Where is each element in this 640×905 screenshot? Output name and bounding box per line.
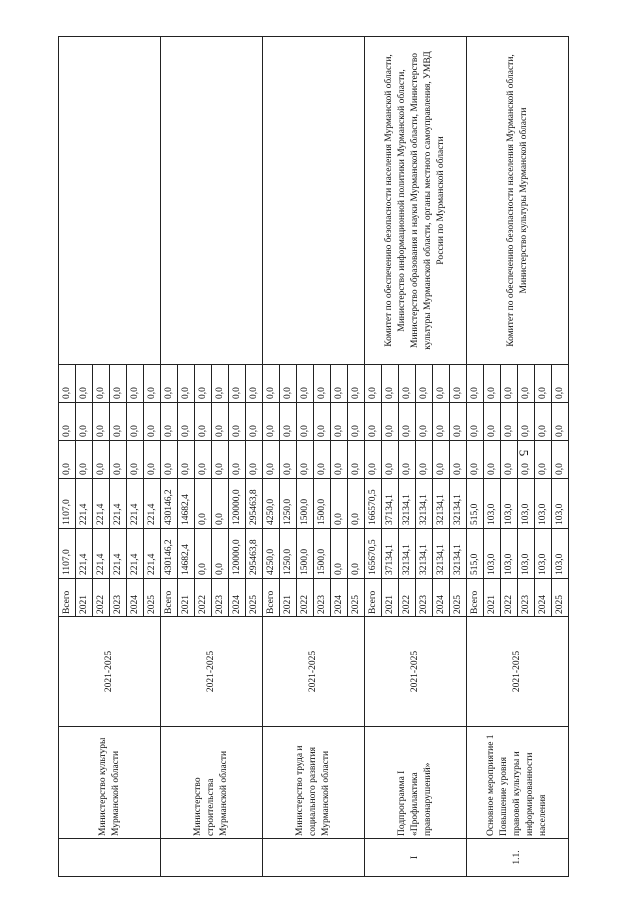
year-cell: Всего [59,579,76,617]
page-number: 5 [516,449,532,457]
year-cell: 2021 [382,579,399,617]
value-cell: 430146,2 [161,479,178,529]
value-cell: 0,0 [501,403,518,441]
year-cell: 2021 [76,579,93,617]
value-cell: 0,0 [144,365,161,403]
value-cell: 0,0 [535,441,552,479]
value-cell: 0,0 [59,365,76,403]
value-cell: 0,0 [212,365,229,403]
responsible-executors: Комитет по обеспечению безопасности населения Мурманской области, Министерство культуры Мурманской области [467,37,569,365]
value-cell: 0,0 [229,365,246,403]
year-cell: 2022 [297,579,314,617]
value-cell: 0,0 [535,365,552,403]
period: 2021-2025 [467,617,569,727]
year-cell: 2021 [280,579,297,617]
year-cell: 2025 [450,579,467,617]
value-cell: 0,0 [467,441,484,479]
value-cell: 0,0 [195,403,212,441]
year-cell: 2022 [195,579,212,617]
value-cell: 0,0 [280,441,297,479]
value-cell: 0,0 [348,479,365,529]
program-name: Подпрограмма I «Профилактика правонарушений» [365,727,467,839]
year-cell: 2022 [93,579,110,617]
value-cell: 103,0 [535,479,552,529]
year-cell: 2021 [484,579,501,617]
table-row [161,37,178,877]
year-cell: 2023 [416,579,433,617]
value-cell: 103,0 [518,529,535,579]
value-cell: 1500,0 [314,479,331,529]
value-cell: 221,4 [110,529,127,579]
value-cell: 0,0 [348,441,365,479]
value-cell: 0,0 [76,403,93,441]
year-cell: 2025 [348,579,365,617]
value-cell: 1500,0 [297,529,314,579]
value-cell: 0,0 [144,403,161,441]
value-cell: 14682,4 [178,479,195,529]
value-cell: 0,0 [348,529,365,579]
value-cell: 32134,1 [433,479,450,529]
year-cell: Всего [467,579,484,617]
value-cell: 0,0 [552,365,569,403]
value-cell: 0,0 [348,403,365,441]
value-cell: 0,0 [229,441,246,479]
value-cell: 1500,0 [297,479,314,529]
value-cell: 1500,0 [314,529,331,579]
value-cell: 0,0 [416,441,433,479]
year-cell: 2024 [331,579,348,617]
value-cell: 295463,8 [246,529,263,579]
value-cell: 0,0 [314,365,331,403]
value-cell: 221,4 [93,479,110,529]
document-page-rotated [58,37,586,877]
value-cell: 0,0 [280,403,297,441]
value-cell: 221,4 [110,479,127,529]
year-cell: Всего [365,579,382,617]
value-cell: 0,0 [535,403,552,441]
value-cell: 221,4 [76,529,93,579]
value-cell: 32134,1 [450,529,467,579]
value-cell: 0,0 [93,441,110,479]
value-cell: 0,0 [76,441,93,479]
value-cell: 0,0 [229,403,246,441]
program-name: Основное мероприятие 1 Повышение уровня правовой культуры и информированности населения [467,727,569,839]
year-cell: Всего [161,579,178,617]
value-cell: 0,0 [314,441,331,479]
value-cell: 0,0 [399,403,416,441]
value-cell: 0,0 [518,403,535,441]
value-cell: 0,0 [110,403,127,441]
value-cell: 103,0 [518,479,535,529]
year-cell: 2023 [110,579,127,617]
value-cell: 0,0 [399,365,416,403]
period: 2021-2025 [365,617,467,727]
value-cell: 0,0 [127,365,144,403]
value-cell: 0,0 [365,403,382,441]
value-cell: 1107,0 [59,529,76,579]
value-cell: 0,0 [331,479,348,529]
value-cell: 32134,1 [416,479,433,529]
value-cell: 295463,8 [246,479,263,529]
value-cell: 14682,4 [178,529,195,579]
value-cell: 1250,0 [280,529,297,579]
value-cell: 0,0 [416,403,433,441]
value-cell: 0,0 [518,365,535,403]
responsible-executors [59,37,161,365]
value-cell: 0,0 [501,441,518,479]
budget-table [58,36,569,877]
value-cell: 0,0 [212,441,229,479]
value-cell: 32134,1 [416,529,433,579]
value-cell: 0,0 [178,365,195,403]
value-cell: 0,0 [297,403,314,441]
value-cell: 103,0 [535,529,552,579]
value-cell: 0,0 [331,403,348,441]
year-cell: 2024 [535,579,552,617]
value-cell: 0,0 [110,365,127,403]
value-cell: 1250,0 [280,479,297,529]
value-cell: 103,0 [501,529,518,579]
year-cell: 2025 [552,579,569,617]
period: 2021-2025 [59,617,161,727]
value-cell: 103,0 [552,479,569,529]
value-cell: 0,0 [195,365,212,403]
year-cell: 2023 [314,579,331,617]
value-cell: 221,4 [93,529,110,579]
row-index: I [365,839,467,877]
value-cell: 0,0 [467,365,484,403]
value-cell: 103,0 [484,529,501,579]
value-cell: 32134,1 [399,529,416,579]
program-name: Министерство культуры Мурманской области [59,727,161,839]
value-cell: 0,0 [212,529,229,579]
value-cell: 0,0 [484,441,501,479]
value-cell: 0,0 [365,441,382,479]
value-cell: 0,0 [297,441,314,479]
value-cell: 0,0 [484,403,501,441]
value-cell: 0,0 [467,403,484,441]
value-cell: 0,0 [263,441,280,479]
value-cell: 0,0 [195,441,212,479]
value-cell: 221,4 [144,479,161,529]
table-row [263,37,280,877]
value-cell: 0,0 [195,529,212,579]
value-cell: 0,0 [246,441,263,479]
value-cell: 0,0 [450,365,467,403]
value-cell: 166570,5 [365,479,382,529]
table-row [59,37,76,877]
value-cell: 0,0 [93,365,110,403]
year-cell: 2022 [399,579,416,617]
value-cell: 221,4 [127,479,144,529]
row-index [263,839,365,877]
year-cell: 2024 [433,579,450,617]
value-cell: 0,0 [331,529,348,579]
year-cell: 2023 [518,579,535,617]
value-cell: 32134,1 [433,529,450,579]
year-cell: 2024 [229,579,246,617]
value-cell: 0,0 [433,403,450,441]
value-cell: 515,0 [467,529,484,579]
value-cell: 0,0 [195,479,212,529]
value-cell: 0,0 [518,441,535,479]
value-cell: 0,0 [450,403,467,441]
value-cell: 515,0 [467,479,484,529]
value-cell: 0,0 [433,441,450,479]
period: 2021-2025 [161,617,263,727]
value-cell: 0,0 [484,365,501,403]
row-index: 1.1. [467,839,569,877]
value-cell: 0,0 [382,365,399,403]
table-row [467,37,484,877]
value-cell: 4250,0 [263,479,280,529]
row-index [59,839,161,877]
value-cell: 0,0 [382,403,399,441]
value-cell: 0,0 [450,441,467,479]
value-cell: 0,0 [297,365,314,403]
value-cell: 0,0 [178,441,195,479]
value-cell: 0,0 [246,365,263,403]
value-cell: 120000,0 [229,479,246,529]
value-cell: 0,0 [59,403,76,441]
responsible-executors [161,37,263,365]
value-cell: 0,0 [348,365,365,403]
value-cell: 0,0 [161,441,178,479]
value-cell: 37134,1 [382,529,399,579]
period: 2021-2025 [263,617,365,727]
value-cell: 0,0 [263,403,280,441]
value-cell: 221,4 [144,529,161,579]
value-cell: 0,0 [59,441,76,479]
value-cell: 103,0 [484,479,501,529]
value-cell: 0,0 [127,403,144,441]
value-cell: 221,4 [127,529,144,579]
value-cell: 32134,1 [399,479,416,529]
value-cell: 103,0 [501,479,518,529]
year-cell: 2022 [501,579,518,617]
value-cell: 0,0 [161,365,178,403]
value-cell: 430146,2 [161,529,178,579]
value-cell: 0,0 [93,403,110,441]
value-cell: 0,0 [280,365,297,403]
value-cell: 0,0 [331,441,348,479]
value-cell: 0,0 [433,365,450,403]
value-cell: 0,0 [76,365,93,403]
program-name: Министерство строительства Мурманской области [161,727,263,839]
value-cell: 0,0 [144,441,161,479]
value-cell: 103,0 [552,529,569,579]
value-cell: 0,0 [552,403,569,441]
value-cell: 32134,1 [450,479,467,529]
value-cell: 0,0 [246,403,263,441]
value-cell: 221,4 [76,479,93,529]
value-cell: 0,0 [365,365,382,403]
value-cell: 0,0 [416,365,433,403]
value-cell: 0,0 [110,441,127,479]
year-cell: 2023 [212,579,229,617]
value-cell: 0,0 [501,365,518,403]
year-cell: 2024 [127,579,144,617]
value-cell: 120000,0 [229,529,246,579]
value-cell: 4250,0 [263,529,280,579]
value-cell: 0,0 [382,441,399,479]
row-index [161,839,263,877]
year-cell: Всего [263,579,280,617]
table-row [365,37,382,877]
responsible-executors: Комитет по обеспечению безопасности населения Мурманской области, Министерство информационной политики Мурманской области, Министерство образования и науки Мурманской области, Министерство культуры Мурманской области, органы местного самоуправления, УМВД России по Мурманской области [365,37,467,365]
value-cell: 165670,5 [365,529,382,579]
value-cell: 37134,1 [382,479,399,529]
value-cell: 0,0 [552,441,569,479]
value-cell: 0,0 [263,365,280,403]
value-cell: 0,0 [161,403,178,441]
value-cell: 0,0 [178,403,195,441]
value-cell: 1107,0 [59,479,76,529]
year-cell: 2025 [246,579,263,617]
year-cell: 2025 [144,579,161,617]
value-cell: 0,0 [399,441,416,479]
value-cell: 0,0 [314,403,331,441]
program-name: Министерство труда и социального развития Мурманской области [263,727,365,839]
value-cell: 0,0 [127,441,144,479]
value-cell: 0,0 [331,365,348,403]
year-cell: 2021 [178,579,195,617]
value-cell: 0,0 [212,403,229,441]
responsible-executors [263,37,365,365]
value-cell: 0,0 [212,479,229,529]
